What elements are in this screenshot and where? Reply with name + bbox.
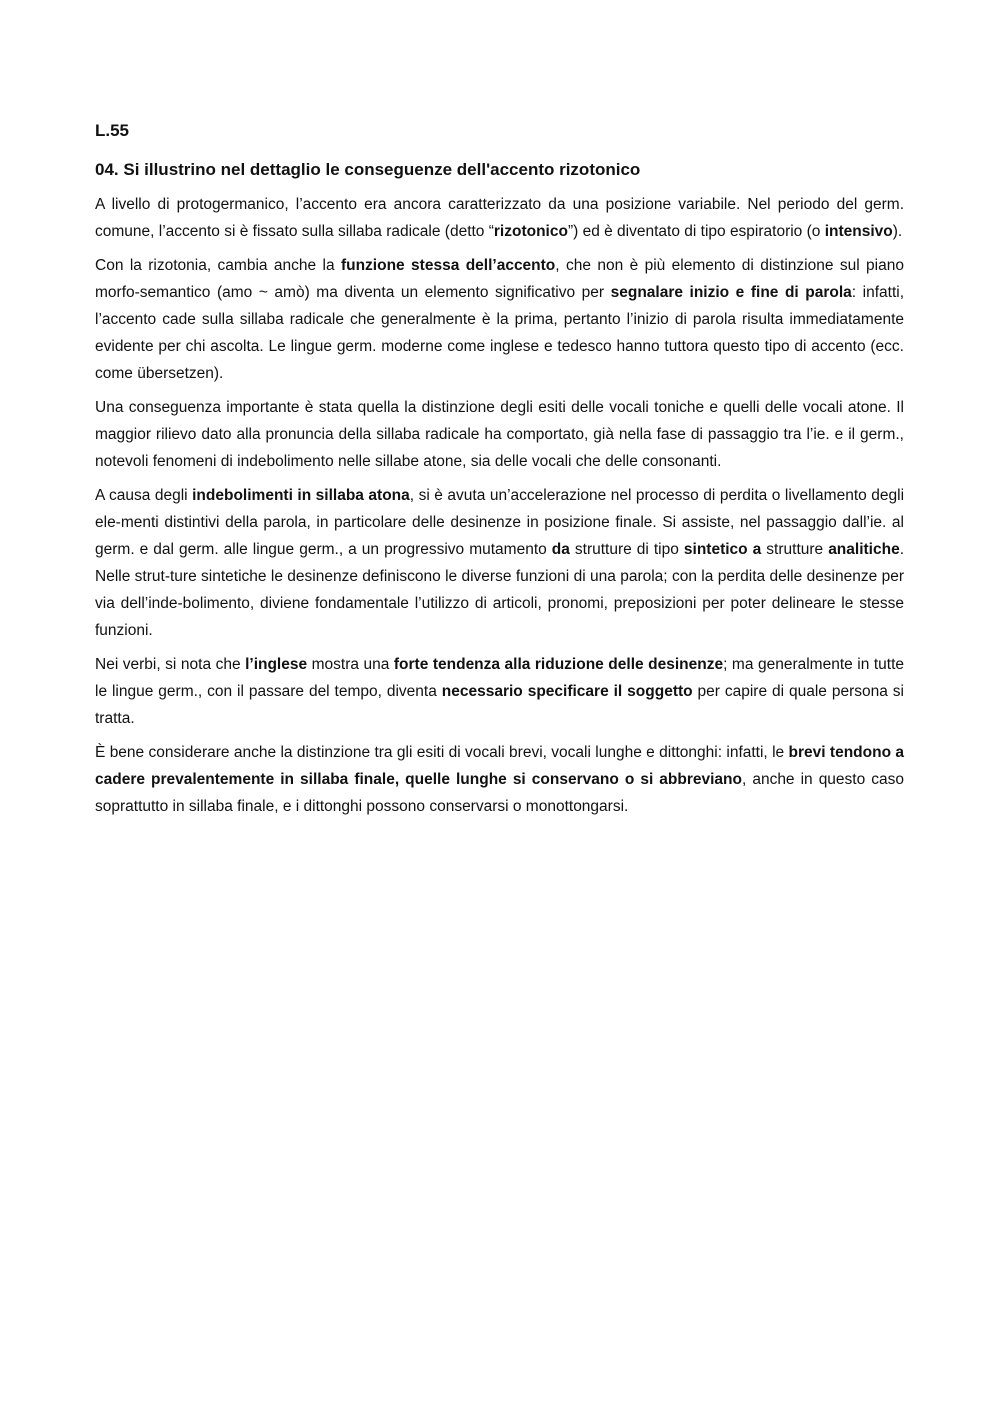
bold-text-run: segnalare inizio e fine di parola	[610, 284, 852, 301]
paragraph	[95, 394, 904, 475]
lesson-code: L.55	[95, 121, 130, 140]
bold-text-run: funzione stessa dell’accento	[340, 257, 556, 274]
paragraph	[95, 482, 904, 644]
paragraph	[95, 739, 904, 820]
text-run: strutture	[761, 541, 829, 558]
text-run: È bene considerare anche la distinzione tra gli esiti di vocali brevi, vocali lunghe e dittonghi: infatti, le	[95, 744, 789, 761]
bold-text-run: da	[551, 541, 570, 558]
paragraph	[95, 252, 904, 387]
text-run: , che non è più elemento di distinzione sul piano morfo-semantico (amo ~ amò) ma diventa un elemento significativo per	[95, 257, 904, 301]
bold-text-run: l’inglese	[245, 656, 308, 673]
bold-text-run: rizotonico	[493, 223, 568, 240]
bold-text-run: indebolimenti in sillaba atona	[192, 487, 410, 504]
bold-text-run: necessario specificare il soggetto	[441, 683, 693, 700]
question-title: 04. Si illustrino nel dettaglio le conseguenze dell'accento rizotonico	[95, 160, 641, 179]
text-run: per capire di quale persona si tratta.	[95, 683, 904, 727]
text-run: Nei verbi, si nota che	[95, 656, 246, 673]
bold-text-run: brevi tendono a cadere prevalentemente in sillaba finale, quelle lunghe si conservano o si abbreviano	[95, 744, 905, 788]
text-run: , anche in questo caso soprattutto in sillaba finale, e i dittonghi possono conservarsi o monottongarsi.	[95, 771, 905, 815]
bold-text-run: intensivo	[824, 223, 893, 240]
text-run: ”) ed è diventato di tipo espiratorio (o	[567, 223, 825, 240]
text-run: mostra una	[307, 656, 394, 673]
text-run: A causa degli	[95, 487, 193, 504]
body-text	[95, 191, 904, 820]
text-run: strutture di tipo	[569, 541, 684, 558]
paragraph	[95, 191, 904, 245]
bold-text-run: forte tendenza alla riduzione delle desinenze	[393, 656, 724, 673]
document-page	[95, 117, 904, 827]
text-run: , si è avuta un’accelerazione nel processo di perdita o livellamento degli ele-menti distintivi della parola, in particolare delle desinenze in posizione finale. Si assiste, nel passaggio dall’ie. al germ. e dal germ. alle lingue germ., a un progressivo mutamento	[95, 487, 905, 558]
text-run: ; ma generalmente in tutte le lingue germ., con il passare del tempo, diventa	[95, 656, 904, 700]
text-run: A livello di protogermanico, l’accento era ancora caratterizzato da una posizione variabile. Nel periodo del germ. comune, l’accento si è fissato sulla sillaba radicale (detto “	[95, 196, 904, 240]
paragraph	[95, 651, 904, 732]
text-run: . Nelle strut-ture sintetiche le desinenze definiscono le diverse funzioni di una parola; con la perdita delle desinenze per via dell’inde-bolimento, diviene fondamentale l’utilizzo di articoli, pronomi, preposizioni per poter delineare le stesse funzioni.	[95, 541, 904, 639]
text-run: Una conseguenza importante è stata quella la distinzione degli esiti delle vocali toniche e quelli delle vocali atone. Il maggior rilievo dato alla pronuncia della sillaba radicale ha comportato, già nella fase di passaggio tra l’ie. e il germ., notevoli fenomeni di indebolimento nelle sillabe atone, sia delle vocali che delle consonanti.	[95, 399, 904, 470]
text-run: : infatti, l’accento cade sulla sillaba radicale che generalmente è la prima, pertanto l’inizio di parola risulta immediatamente evidente per chi ascolta. Le lingue germ. moderne come inglese e tedesco hanno tuttora questo tipo di accento (ecc. come übersetzen).	[95, 284, 905, 382]
bold-text-run: analitiche	[828, 541, 900, 558]
text-run: ).	[892, 223, 903, 240]
text-run: Con la rizotonia, cambia anche la	[95, 257, 341, 274]
bold-text-run: sintetico a	[683, 541, 762, 558]
